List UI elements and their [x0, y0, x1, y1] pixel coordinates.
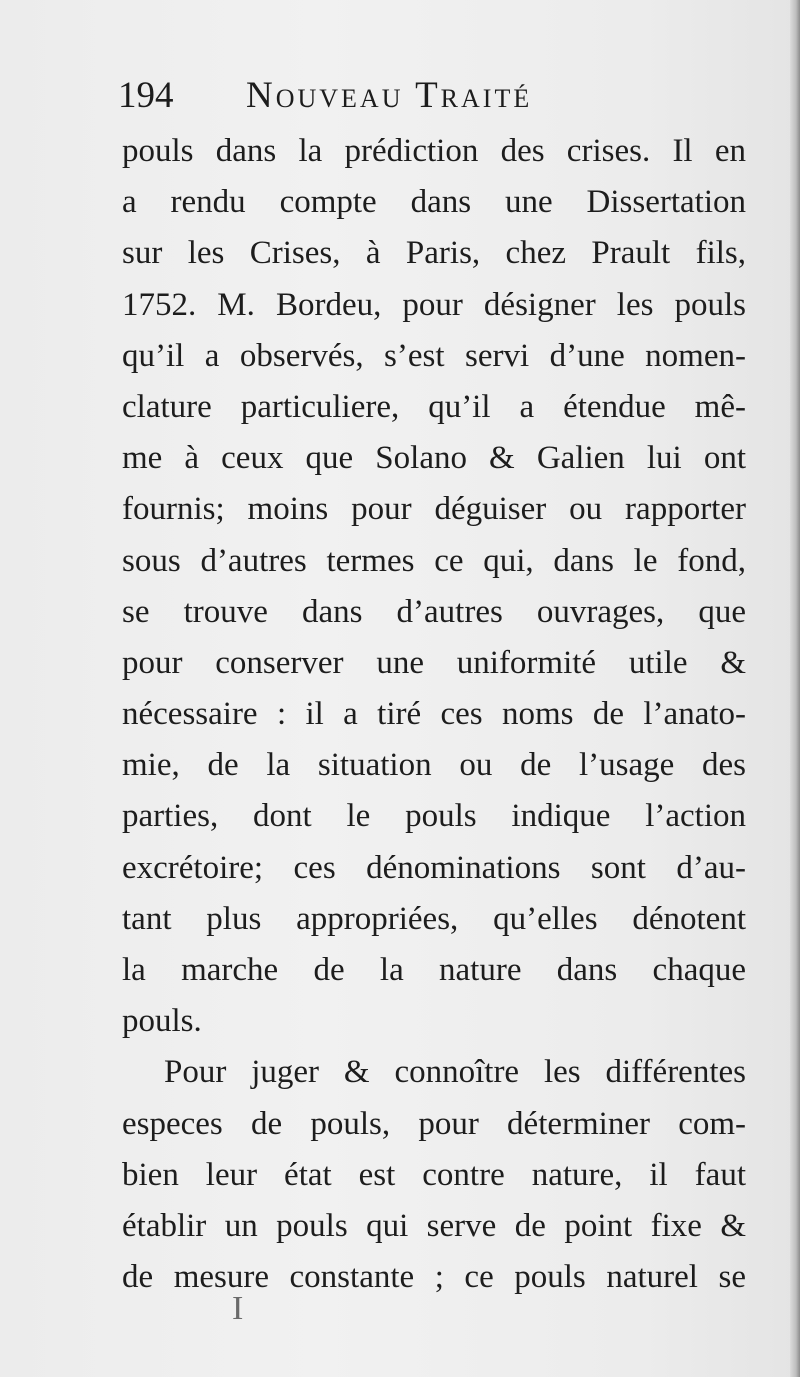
- page-number: 194: [118, 75, 174, 116]
- text-line: sous d’autres termes ce qui, dans le fond,: [122, 542, 746, 579]
- text-line: fournis; moins pour déguiser ou rapporter: [122, 491, 746, 528]
- text-line: pour conserver une uniformité utile &: [122, 644, 746, 681]
- text-line: mie, de la situation ou de l’usage des: [122, 747, 746, 784]
- text-line: se trouve dans d’autres ouvrages, que: [122, 593, 746, 630]
- text-line: 1752. M. Bordeu, pour désigner les pouls: [122, 286, 746, 323]
- text-line: de mesure constante ; ce pouls naturel se: [122, 1259, 746, 1296]
- text-line: me à ceux que Solano & Galien lui ont: [122, 440, 746, 477]
- text-line: tant plus appropriées, qu’elles dénotent: [122, 900, 746, 937]
- text-line: parties, dont le pouls indique l’action: [122, 798, 746, 835]
- page-edge-shadow: [790, 0, 800, 1377]
- running-header: [118, 66, 758, 126]
- paragraph-start-line: Pour juger & connoître les différentes: [164, 1054, 746, 1091]
- text-line: a rendu compte dans une Dissertation: [122, 184, 746, 221]
- text-line: nécessaire : il a tiré ces noms de l’anato-: [122, 696, 746, 733]
- text-line: pouls dans la prédiction des crises. Il en: [122, 133, 746, 169]
- text-line: clature particuliere, qu’il a étendue mê-: [122, 388, 746, 425]
- text-body: [122, 126, 746, 1303]
- text-line: especes de pouls, pour déterminer com-: [122, 1105, 746, 1142]
- text-line: excrétoire; ces dénominations sont d’au-: [122, 849, 746, 886]
- text-line: qu’il a observés, s’est servi d’une nomen-: [122, 337, 746, 374]
- running-title: Nouveau Traité: [246, 75, 533, 116]
- text-line: bien leur état est contre nature, il faut: [122, 1156, 746, 1193]
- text-line: sur les Crises, à Paris, chez Prault fils,: [122, 235, 746, 272]
- text-line: la marche de la nature dans chaque: [122, 952, 746, 988]
- paragraph-end-line: pouls.: [122, 1003, 202, 1040]
- signature-mark: I: [232, 1290, 244, 1327]
- text-line: établir un pouls qui serve de point fixe &: [122, 1207, 746, 1244]
